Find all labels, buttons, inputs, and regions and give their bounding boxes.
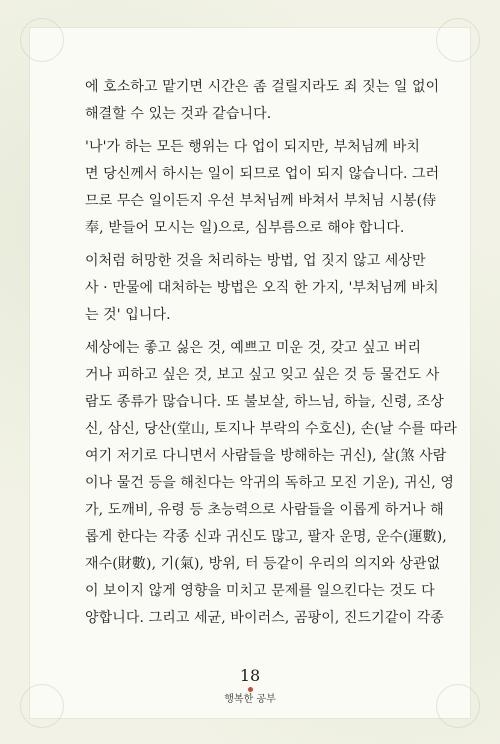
text-line: 므로 무슨 일이든지 우선 부처님께 바쳐서 부처님 시봉(侍 [85,193,437,209]
paragraph [85,134,440,242]
text-line: 롭게 한다는 각종 신과 귀신도 많고, 팔자 운명, 운수(運數), [85,529,447,545]
text-line: '나'가 하는 모든 행위는 다 업이 되지만, 부처님께 바치 [85,139,420,155]
text-line: 가, 도깨비, 유령 등 초능력으로 사람들을 이롭게 하거나 해 [85,502,444,518]
paragraph [85,335,457,632]
paragraph [85,248,439,329]
text-line: 는 것' 입니다. [85,307,171,323]
text-line: 에 호소하고 맡기면 시간은 좀 걸릴지라도 죄 짓는 일 없이 [85,79,440,95]
corner-ornament [436,18,480,62]
text-line: 여기 저기로 다니면서 사람들을 방해하는 귀신), 살(煞 사람 [85,448,447,464]
body-text [85,74,457,632]
footer-dot-ornament [248,687,253,692]
text-line: 이처럼 허망한 것을 처리하는 방법, 업 짓지 않고 세상만 [85,253,426,269]
text-line: 이나 물건 등을 해친다는 악귀의 독하고 모진 기운), 귀신, 영 [85,475,454,491]
text-line: 세상에는 좋고 싫은 것, 예쁘고 미운 것, 갖고 싶고 버리 [85,340,422,356]
text-line: 신, 삼신, 당산(堂山, 토지나 부락의 수호신), 손(날 수를 따라 [85,421,457,437]
text-line: 재수(財數), 기(氣), 방위, 터 등같이 우리의 의지와 상관없 [85,556,441,572]
text-line: 이 보이지 않게 영향을 미치고 문제를 일으킨다는 것도 다 [85,583,435,599]
text-line: 양합니다. 그리고 세균, 바이러스, 곰팡이, 진드기같이 각종 [85,610,444,626]
text-line: 면 당신께서 하시는 일이 되므로 업이 되지 않습니다. 그러 [85,166,440,182]
text-line: 奉, 받들어 모시는 일)으로, 심부름으로 해야 합니다. [85,220,405,236]
paragraph [85,74,440,128]
text-line: 사 · 만물에 대처하는 방법은 오직 한 가지, '부처님께 바치 [85,280,439,296]
text-line: 해결할 수 있는 것과 같습니다. [85,106,272,122]
book-title: 행복한 공부 [224,694,276,705]
text-line: 거나 피하고 싶은 것, 보고 싶고 잊고 싶은 것 등 물건도 사 [85,367,440,383]
corner-ornament [20,18,64,62]
text-line: 람도 종류가 많습니다. 또 불보살, 하느님, 하늘, 신령, 조상 [85,394,444,410]
page-number: 18 [239,666,261,685]
page-footer [0,667,500,706]
